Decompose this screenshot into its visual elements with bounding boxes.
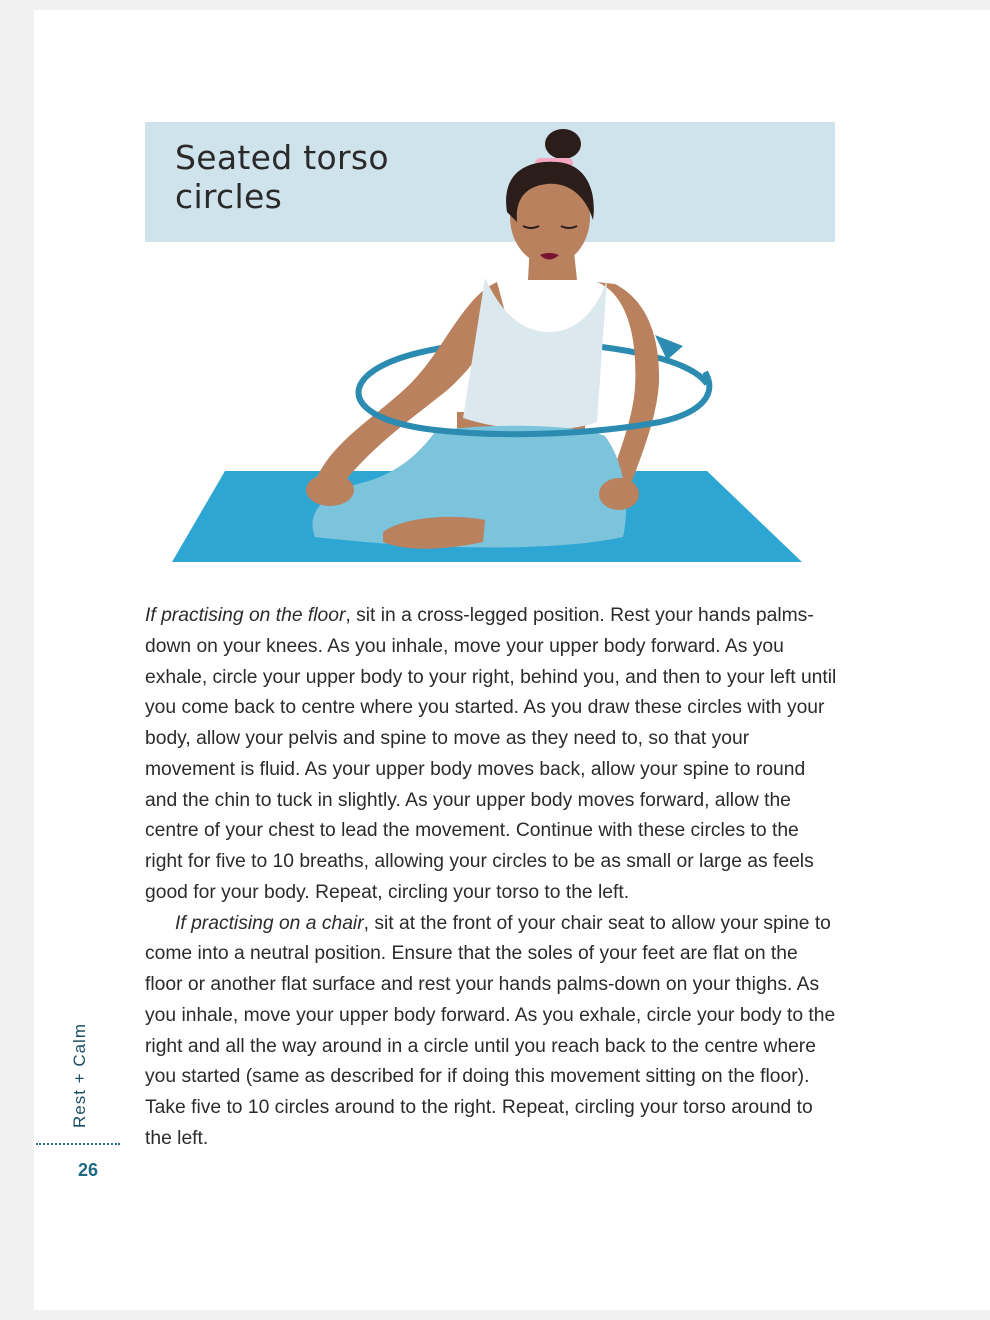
paragraph-chair bbox=[145, 909, 840, 1155]
paragraph-floor bbox=[145, 601, 840, 909]
chapter-label: Rest + Calm bbox=[70, 1023, 89, 1128]
dotted-divider bbox=[36, 1143, 120, 1145]
left-hand bbox=[306, 474, 354, 506]
paragraph-chair-text: , sit at the front of your chair seat to allow your spine to come into a neutral position. Ensure that the soles of your feet are flat on the floor or another flat surface and rest your hands palms-down on your thighs. As you inhale, move your upper body forward. As you exhale, circle your body to the right and all the way around in a circle until you reach back to the centre where you started (same as described for if doing this movement sitting on the floor). Take five to 10 circles around to the right. Repeat, circling your torso around to the left. bbox=[145, 912, 836, 1149]
page-title: Seated torso circles bbox=[175, 138, 389, 216]
right-hand bbox=[599, 478, 639, 510]
crop-top bbox=[463, 278, 607, 430]
paragraph-floor-lead: If practising on the floor bbox=[145, 605, 346, 626]
page-number: 26 bbox=[78, 1160, 99, 1180]
body-text bbox=[145, 601, 840, 1155]
hair-bun bbox=[545, 129, 581, 159]
paragraph-chair-lead: If practising on a chair bbox=[175, 912, 364, 934]
paragraph-floor-text: , sit in a cross-legged position. Rest your hands palms-down on your knees. As you inhale, move your upper body forward. As you exhale, circle your upper body to your right, behind you, and then to your left until you come back to centre where you started. As you draw these circles with your body, allow your pelvis and spine to move as they need to, so that your movement is fluid. As your upper body moves back, allow your spine to round and the chin to tuck in slightly. As your upper body moves forward, allow the centre of your chest to lead the movement. Continue with these circles to the right for five to 10 breaths, allowing your circles to be as small or large as feels good for your body. Repeat, circling your torso to the left. bbox=[145, 605, 837, 903]
